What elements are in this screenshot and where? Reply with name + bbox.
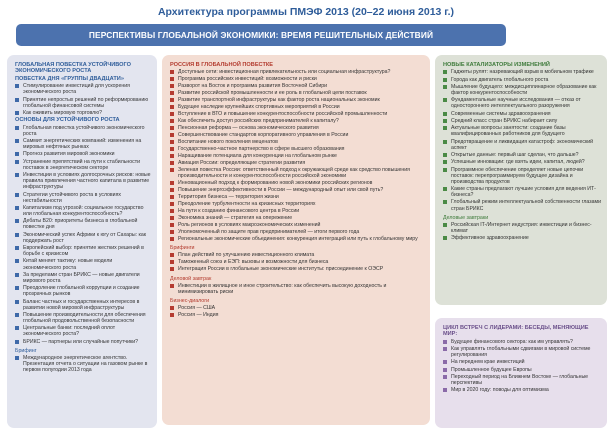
list-item-text: Экономический успех Африки к югу от Сахары: как поддержать рост	[23, 231, 147, 244]
list-item-text: Преодоление глобальной коррупции и создание прозрачных рынков	[23, 285, 140, 298]
list-item	[15, 110, 151, 116]
list-item	[443, 152, 601, 158]
list-item-text: Современные системы здравоохранения	[451, 110, 551, 117]
panel-global-agenda	[7, 55, 157, 428]
list-breakfast	[170, 283, 424, 295]
list-item-text: Инновационный подход к формированию новой экономики российских регионов	[178, 180, 373, 187]
square-bullet-icon	[170, 77, 174, 81]
square-bullet-icon	[170, 140, 174, 144]
list-item-text: Уполномоченный по защите прав предпринимателей — итоги первого года	[178, 229, 360, 236]
square-bullet-icon	[170, 84, 174, 88]
list-item-text: Мышление будущего: междисциплинарное образование как фактор конкурентоспособности	[451, 83, 597, 97]
list-item	[170, 252, 424, 258]
square-bullet-icon	[443, 160, 447, 164]
list-item-text: Повышение производительности для обеспечения глобальной продовольственной безопасности	[23, 311, 146, 324]
list-item-text: Стратегии устойчивого роста в условиях нестабильности	[23, 191, 121, 204]
section-heading-briefing: Брифинг	[15, 347, 37, 354]
list-item-text: Предотвращение и ликвидация катастроф: экономический аспект	[451, 138, 594, 151]
list-item	[170, 312, 424, 318]
list-item	[443, 167, 601, 185]
list-item	[170, 167, 424, 179]
list-item	[15, 172, 151, 190]
list-item	[170, 132, 424, 138]
square-bullet-icon	[170, 161, 174, 165]
square-bullet-icon	[170, 147, 174, 151]
list-item	[15, 355, 151, 373]
list-item-text: Успешные инновации: где взять идеи, капитал, людей?	[451, 159, 585, 166]
list-item	[170, 180, 424, 186]
list-item-text: Баланс частных и государственных интересов в развитии новой мировой инфраструктуры	[23, 298, 140, 311]
list-item	[170, 76, 424, 82]
list-item	[443, 77, 601, 83]
list-item-text: Международное энергетическое агентство. Презентация отчета о ситуации на газовом рынке в первом полугодии 2013 года	[23, 354, 148, 374]
square-bullet-icon	[15, 98, 19, 102]
list-item	[170, 305, 424, 311]
list-item	[443, 125, 601, 137]
list-item	[170, 153, 424, 159]
section-heading-breakfast: Деловой завтрак	[170, 275, 212, 282]
list-item-text: Дебаты B20: приоритеты бизнеса в глобальной повестке дня	[23, 218, 138, 231]
list-item-text: Воспитание нового поколения меценатов	[178, 139, 278, 146]
list-item	[443, 84, 601, 96]
square-bullet-icon	[443, 78, 447, 82]
list-item	[15, 205, 151, 217]
square-bullet-icon	[15, 326, 19, 330]
list-item	[443, 346, 601, 358]
main-banner: ПЕРСПЕКТИВЫ ГЛОБАЛЬНОЙ ЭКОНОМИКИ: ВРЕМЯ РЕШИТЕЛЬНЫХ ДЕЙСТВИЙ	[16, 24, 506, 46]
square-bullet-icon	[170, 70, 174, 74]
list-item-text: Вступление в ВТО и повышение конкурентоспособности российской промышленности	[178, 111, 388, 118]
list-item-text: Капитализм под угрозой: социальное государство или глобальная конкурентоспособность?	[23, 204, 144, 217]
square-bullet-icon	[443, 347, 447, 351]
square-bullet-icon	[15, 259, 19, 263]
list-item-text: Зеленая повестка России: ответственный подход к окружающей среде как средство повышения производительности и конкурентоспособности российской экономики	[178, 167, 410, 180]
square-bullet-icon	[15, 160, 19, 164]
square-bullet-icon	[15, 356, 19, 360]
square-bullet-icon	[15, 173, 19, 177]
list-breakfasts	[443, 222, 601, 241]
list-item	[15, 312, 151, 324]
square-bullet-icon	[170, 195, 174, 199]
square-bullet-icon	[170, 209, 174, 213]
square-bullet-icon	[170, 237, 174, 241]
list-item-text: Прогноз развития мировой экономики	[23, 151, 115, 158]
list-item	[15, 285, 151, 297]
list-item-text: Развитие транспортной инфраструктуры как фактор роста национальных экономик	[178, 97, 380, 104]
square-bullet-icon	[443, 140, 447, 144]
list-item-text: Средний класс стран БРИКС набирает силу	[451, 118, 558, 124]
list-item-text: Наращивание потенциала для конкуренции на глобальном рынке	[178, 153, 337, 160]
list-dialogs	[170, 305, 424, 318]
list-item	[443, 359, 601, 365]
list-item	[15, 151, 151, 157]
list-item	[15, 218, 151, 230]
square-bullet-icon	[170, 188, 174, 192]
square-bullet-icon	[170, 284, 174, 288]
list-item	[170, 90, 424, 96]
list-item	[15, 159, 151, 171]
square-bullet-icon	[170, 168, 174, 172]
square-bullet-icon	[443, 340, 447, 344]
list-item	[15, 138, 151, 150]
square-bullet-icon	[170, 216, 174, 220]
list-item	[15, 339, 151, 345]
square-bullet-icon	[15, 139, 19, 143]
list-item-text: На переднем крае инвестиций	[451, 359, 525, 366]
panel-heading: ЦИКЛ ВСТРЕЧ С ЛИДЕРАМИ: БЕСЕДЫ, МЕНЯЮЩИЕ МИР:	[443, 325, 589, 338]
square-bullet-icon	[170, 313, 174, 317]
list-item	[443, 186, 601, 198]
section-heading-g20: ПОВЕСТКА ДНЯ «ГРУППЫ ДВАДЦАТИ»	[15, 75, 124, 82]
square-bullet-icon	[443, 368, 447, 372]
panel-russia-agenda	[162, 55, 430, 425]
list-item-text: Интеграция России в глобальные экономические институты: присоединение к ОЭСР	[178, 266, 384, 273]
square-bullet-icon	[170, 154, 174, 158]
list-item	[170, 139, 424, 145]
list-item-text: Китай меняет тактику: новые модели экономического роста	[23, 258, 113, 271]
list-item	[15, 258, 151, 270]
list-item	[15, 125, 151, 137]
list-item	[443, 222, 601, 234]
square-bullet-icon	[443, 112, 447, 116]
square-bullet-icon	[443, 223, 447, 227]
list-item-text: Экономика знаний — стратегия на опережение	[178, 215, 293, 222]
square-bullet-icon	[443, 98, 447, 102]
square-bullet-icon	[170, 105, 174, 109]
square-bullet-icon	[15, 300, 19, 304]
list-item-text: Таможенный союз и ЕЭП: вызовы и возможности для бизнеса	[178, 259, 329, 266]
list-item	[15, 299, 151, 311]
list-item-text: Фундаментальные научные исследования — отказ от одностороннего интеллектуального разоружения	[451, 97, 581, 110]
list-item-text: Программа российских инвестиций: возможности и риски	[178, 76, 317, 83]
list-item-text: Развитие российской промышленности и ее роль в глобальной цепи поставок	[178, 90, 367, 97]
square-bullet-icon	[170, 119, 174, 123]
list-item	[15, 245, 151, 257]
list-item	[15, 272, 151, 284]
list-item-text: Промышленное будущее Европы	[451, 366, 532, 373]
list-item	[170, 222, 424, 228]
list-basis	[15, 125, 151, 345]
list-item-text: Государственно-частное партнерство в сфере высшего образования	[178, 146, 345, 153]
list-item-text: Совершенствование стандартов корпоративного управления в России	[178, 132, 349, 139]
list-catalysts	[443, 69, 601, 211]
list-item-text: На пути к созданию финансового центра в России	[178, 208, 300, 215]
section-heading-basis: ОСНОВЫ ДЛЯ УСТОЙЧИВОГО РОСТА	[15, 117, 120, 124]
list-item-text: Актуальные вопросы занятости: создание базы квалифицированных работников для будущего	[451, 125, 566, 138]
list-item-text: За пределами стран БРИКС — новые двигатели мирового роста	[23, 271, 140, 284]
square-bullet-icon	[170, 223, 174, 227]
list-item-text: Инвестиции в жилищное и иное строительство: как обеспечить высокую доходность и минимизировать риски	[178, 282, 387, 295]
list-item-text: Разворот на Восток и программа развития Восточной Сибири	[178, 83, 328, 90]
square-bullet-icon	[15, 340, 19, 344]
list-item	[443, 367, 601, 373]
list-item-text: Глобальная повестка устойчивого экономического роста	[23, 124, 145, 137]
square-bullet-icon	[170, 91, 174, 95]
square-bullet-icon	[15, 286, 19, 290]
square-bullet-icon	[170, 98, 174, 102]
list-item	[170, 215, 424, 221]
section-heading-briefings: Брифинги	[170, 245, 195, 252]
square-bullet-icon	[170, 112, 174, 116]
list-item-text: Будущее финансового сектора: как им управлять?	[451, 338, 573, 345]
list-item	[170, 259, 424, 265]
list-item-text: БРИКС — партнеры или случайные попутчики?	[23, 338, 139, 345]
list-item	[170, 236, 424, 242]
list-item	[15, 97, 151, 109]
panel-leaders	[435, 318, 607, 428]
list-item	[170, 118, 424, 124]
list-item-text: Открытые данные: первый шаг сделан, что дальше?	[451, 152, 579, 159]
list-item	[170, 229, 424, 235]
list-item-text: Повышение энергоэффективности в России — международный опыт или свой путь?	[178, 187, 384, 194]
square-bullet-icon	[15, 193, 19, 197]
square-bullet-icon	[443, 70, 447, 74]
panel-heading: ГЛОБАЛЬНАЯ ПОВЕСТКА УСТОЙЧИВОГО ЭКОНОМИЧЕСКОГО РОСТА	[15, 62, 131, 75]
list-item-text: План действий по улучшению инвестиционного климата	[178, 252, 315, 259]
square-bullet-icon	[15, 246, 19, 250]
square-bullet-icon	[15, 233, 19, 237]
list-item	[170, 97, 424, 103]
panel-heading: НОВЫЕ КАТАЛИЗАТОРЫ ИЗМЕНЕНИЙ	[443, 62, 550, 68]
list-item-text: Эффективное здравоохранение	[451, 235, 529, 242]
square-bullet-icon	[443, 236, 447, 240]
square-bullet-icon	[15, 219, 19, 223]
square-bullet-icon	[170, 126, 174, 130]
list-item	[443, 69, 601, 75]
list-item-text: Города как двигатель глобального роста	[451, 76, 549, 83]
square-bullet-icon	[443, 119, 447, 123]
list-item-text: Саммит энергетических компаний: изменения на мировых нефтяных рынках	[23, 138, 142, 151]
square-bullet-icon	[170, 267, 174, 271]
square-bullet-icon	[170, 230, 174, 234]
square-bullet-icon	[15, 84, 19, 88]
list-item-text: Европейский выбор: принятие жестких решений в борьбе с кризисом	[23, 245, 144, 258]
square-bullet-icon	[15, 273, 19, 277]
list-item	[170, 201, 424, 207]
list-item	[170, 83, 424, 89]
square-bullet-icon	[170, 306, 174, 310]
list-item	[15, 192, 151, 204]
list-item-text: Стимулирование инвестиций для ускорения экономического роста	[23, 83, 130, 96]
square-bullet-icon	[15, 313, 19, 317]
list-item-text: Устранение препятствий на пути к стабильности поставок в энергетическом секторе	[23, 158, 141, 171]
list-item	[170, 125, 424, 131]
panel-new-catalysts	[435, 55, 607, 305]
square-bullet-icon	[443, 375, 447, 379]
section-heading-breakfasts: Деловые завтраки	[443, 214, 489, 221]
list-item-text: Глобальный режим интеллектуальной собственности глазами стран БРИКС	[451, 199, 601, 212]
square-bullet-icon	[443, 85, 447, 89]
list-item	[443, 159, 601, 165]
list-g20	[15, 83, 151, 116]
list-item-text: Роль регионов в условиях макроэкономических изменений	[178, 222, 321, 229]
list-item-text: Инвестиции в условиях долгосрочных рисков: новые правила привлечения частного капитала в развитие инфраструктуры	[23, 172, 151, 191]
list-item	[443, 339, 601, 345]
list-item	[443, 97, 601, 109]
square-bullet-icon	[443, 187, 447, 191]
square-bullet-icon	[443, 388, 447, 392]
list-item	[443, 199, 601, 211]
list-item-text: Гаджеты рулят: назревающий взрыв в мобильном трафике	[451, 69, 594, 76]
list-item	[443, 118, 601, 124]
list-item	[15, 83, 151, 95]
section-heading-dialogs: Бизнес-диалоги	[170, 297, 210, 304]
square-bullet-icon	[170, 253, 174, 257]
square-bullet-icon	[15, 111, 19, 115]
square-bullet-icon	[170, 133, 174, 137]
list-item	[170, 266, 424, 272]
list-item	[170, 208, 424, 214]
list-item-text: Программное обеспечение определяет новые цепочки поставок: перепрограммируем будущее дизайна и производства продуктов	[451, 166, 584, 185]
list-item	[15, 232, 151, 244]
list-item-text: Региональные экономические объединения: конкуренция интеграций или путь к глобальному миру	[178, 236, 418, 243]
list-item	[170, 283, 424, 295]
list-leaders	[443, 339, 601, 394]
list-item	[170, 194, 424, 200]
list-item	[170, 187, 424, 193]
square-bullet-icon	[170, 202, 174, 206]
square-bullet-icon	[443, 200, 447, 204]
square-bullet-icon	[15, 206, 19, 210]
list-item-text: Мир в 2020 году: поводы для оптимизма	[451, 387, 549, 394]
list-item-text: Как управлять глобальными сдвигами в мировой системе регулирования	[451, 346, 591, 359]
list-item-text: Как обеспечить доступ российских предпринимателей к капиталу?	[178, 118, 339, 125]
list-briefings	[170, 252, 424, 272]
list-item	[15, 325, 151, 337]
page-title: Архитектура программы ПМЭФ 2013 (20–22 июня 2013 г.)	[157, 6, 455, 18]
list-item-text: Переходный период на Ближнем Востоке — глобальные перспективы	[451, 374, 589, 387]
list-item	[170, 69, 424, 75]
list-item	[443, 111, 601, 117]
list-item-text: Преодоление турбулентности на кризисных территориях	[178, 201, 316, 208]
list-item-text: Центральные банки: последний оплот экономического роста?	[23, 325, 116, 338]
list-item	[170, 104, 424, 110]
list-russia	[170, 69, 424, 242]
square-bullet-icon	[443, 126, 447, 130]
list-item	[170, 146, 424, 152]
list-briefing	[15, 355, 151, 373]
list-item	[443, 374, 601, 386]
list-item	[170, 111, 424, 117]
square-bullet-icon	[15, 152, 19, 156]
list-item-text: Авиация России: определяющие стратегии развития	[178, 160, 306, 167]
list-item	[443, 387, 601, 393]
list-item-text: Доступные сети: инвестиционная привлекательность или социальная инфраструктура?	[178, 69, 391, 76]
list-item	[170, 160, 424, 166]
list-item-text: Россия — США	[178, 305, 216, 312]
list-item-text: Пенсионная реформа — основа экономического развития	[178, 125, 319, 132]
list-item	[443, 235, 601, 241]
panel-heading: РОССИЯ В ГЛОБАЛЬНОЙ ПОВЕСТКЕ	[170, 62, 274, 68]
square-bullet-icon	[443, 360, 447, 364]
square-bullet-icon	[170, 260, 174, 264]
list-item-text: Какие страны предлагают лучшие условия для ведения ИТ-бизнеса?	[451, 186, 596, 199]
list-item	[443, 139, 601, 151]
list-item-text: Россия — Индия	[178, 312, 219, 319]
list-item-text: Как оживить мировую торговлю?	[23, 109, 102, 116]
list-item-text: Принятие непростых решений по реформированию глобальной финансовой системы	[23, 96, 149, 109]
square-bullet-icon	[443, 153, 447, 157]
list-item-text: Территория бизнеса — территория жизни	[178, 194, 279, 201]
square-bullet-icon	[443, 168, 447, 172]
square-bullet-icon	[15, 126, 19, 130]
list-item-text: Российская IT-/Интернет индустрия: инвестиции и бизнес-климат	[451, 221, 592, 234]
square-bullet-icon	[170, 181, 174, 185]
list-item-text: Будущее наследие крупнейших спортивных мероприятий в России	[178, 104, 340, 111]
